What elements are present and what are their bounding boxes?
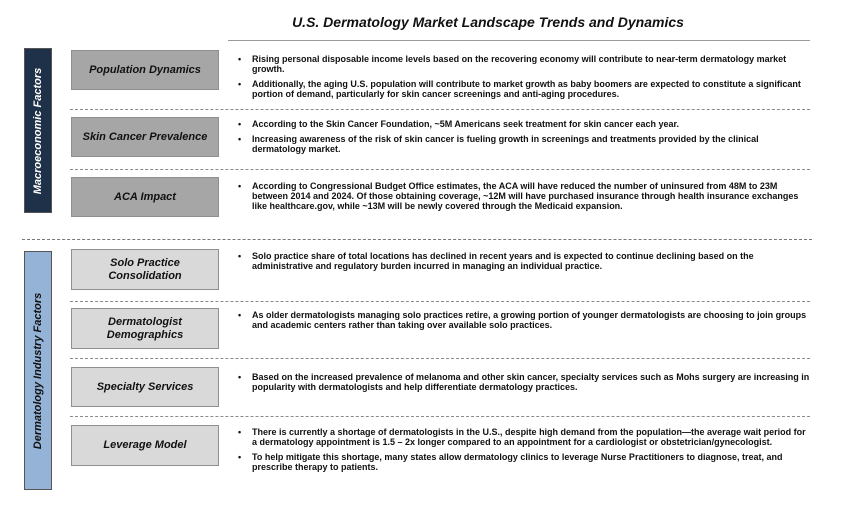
factor-population-dynamics — [71, 50, 219, 90]
bullet-item: • To help mitigate this shortage, many states allow dermatology clinics to leverage Nurse Practitioners to diagnose, treat, and prescribe therapy to patients. — [238, 452, 813, 472]
page-title: U.S. Dermatology Market Landscape Trends and Dynamics — [292, 14, 684, 30]
row-divider — [70, 169, 810, 170]
factor-label: Population Dynamics — [89, 63, 201, 76]
bullets-aca-impact — [238, 181, 813, 216]
factor-specialty-services — [71, 367, 219, 407]
factor-label: Specialty Services — [96, 380, 194, 393]
factor-leverage-model — [71, 425, 219, 466]
bullet-item: • As older dermatologists managing solo practices retire, a growing portion of younger dermatologists are choosing to join groups and academic centers rather than taking over available solo practices. — [238, 310, 813, 330]
factor-label: Solo Practice Consolidation — [108, 256, 182, 282]
bullets-skin-cancer-prevalence — [238, 119, 813, 159]
bullets-population-dynamics — [238, 54, 813, 104]
macroeconomic-factors-bar — [24, 48, 52, 213]
row-divider — [70, 301, 810, 302]
factor-label: ACA Impact — [114, 190, 176, 203]
bullets-leverage-model — [238, 427, 813, 477]
bullet-item: • There is currently a shortage of dermatologists in the U.S., despite high demand from the population—the average wait period for a dermatology appointment is 1.5 – 2x longer compared to an appointment for a cardiologist or obstetrician/gynecologist. — [238, 427, 813, 447]
macroeconomic-factors-label: Macroeconomic Factors — [32, 67, 44, 194]
factor-skin-cancer-prevalence — [71, 117, 219, 157]
bullet-item: • Additionally, the aging U.S. population will contribute to market growth as baby boomers are expected to constitute a significant portion of demand, particularly for skin cancer screenings and anti-aging procedures. — [238, 79, 813, 99]
row-divider — [70, 416, 810, 417]
bullets-specialty-services — [238, 372, 813, 397]
factor-label: Dermatologist Demographics — [106, 315, 184, 341]
factor-aca-impact — [71, 177, 219, 217]
title-divider — [228, 40, 810, 41]
bullet-item: • According to the Skin Cancer Foundation, ~5M Americans seek treatment for skin cancer each year. — [238, 119, 813, 129]
bullet-item: • Based on the increased prevalence of melanoma and other skin cancer, specialty services such as Mohs surgery are increasing in popularity with dermatologists and help differentiate dermatology practices. — [238, 372, 813, 392]
factor-label: Leverage Model — [103, 439, 187, 451]
row-divider — [70, 358, 810, 359]
dermatology-industry-factors-bar — [24, 251, 52, 490]
dermatology-industry-factors-label: Dermatology Industry Factors — [32, 292, 44, 449]
bullet-item: • Increasing awareness of the risk of skin cancer is fueling growth in screenings and treatments provided by the clinical dermatology market. — [238, 134, 813, 154]
bullet-item: • Solo practice share of total locations has declined in recent years and is expected to continue declining based on the administrative and regulatory burden incurred in managing an individual practice. — [238, 251, 813, 271]
factor-solo-practice-consolidation — [71, 249, 219, 290]
bullets-dermatologist-demographics — [238, 310, 813, 335]
row-divider — [70, 109, 810, 110]
bullet-item: • Rising personal disposable income levels based on the recovering economy will contribute to near-term dermatology market growth. — [238, 54, 813, 74]
bullets-solo-practice-consolidation — [238, 251, 813, 276]
factor-dermatologist-demographics — [71, 308, 219, 349]
factor-label: Skin Cancer Prevalence — [82, 130, 208, 143]
bullet-item: • According to Congressional Budget Office estimates, the ACA will have reduced the number of uninsured from 48M to 23M between 2014 and 2024. Of those obtaining coverage, ~12M will have purchased insurance through health insurance exchanges like healthcare.gov, while ~13M will be newly covered through the Medicaid expansion. — [238, 181, 813, 211]
group-divider — [22, 239, 812, 240]
